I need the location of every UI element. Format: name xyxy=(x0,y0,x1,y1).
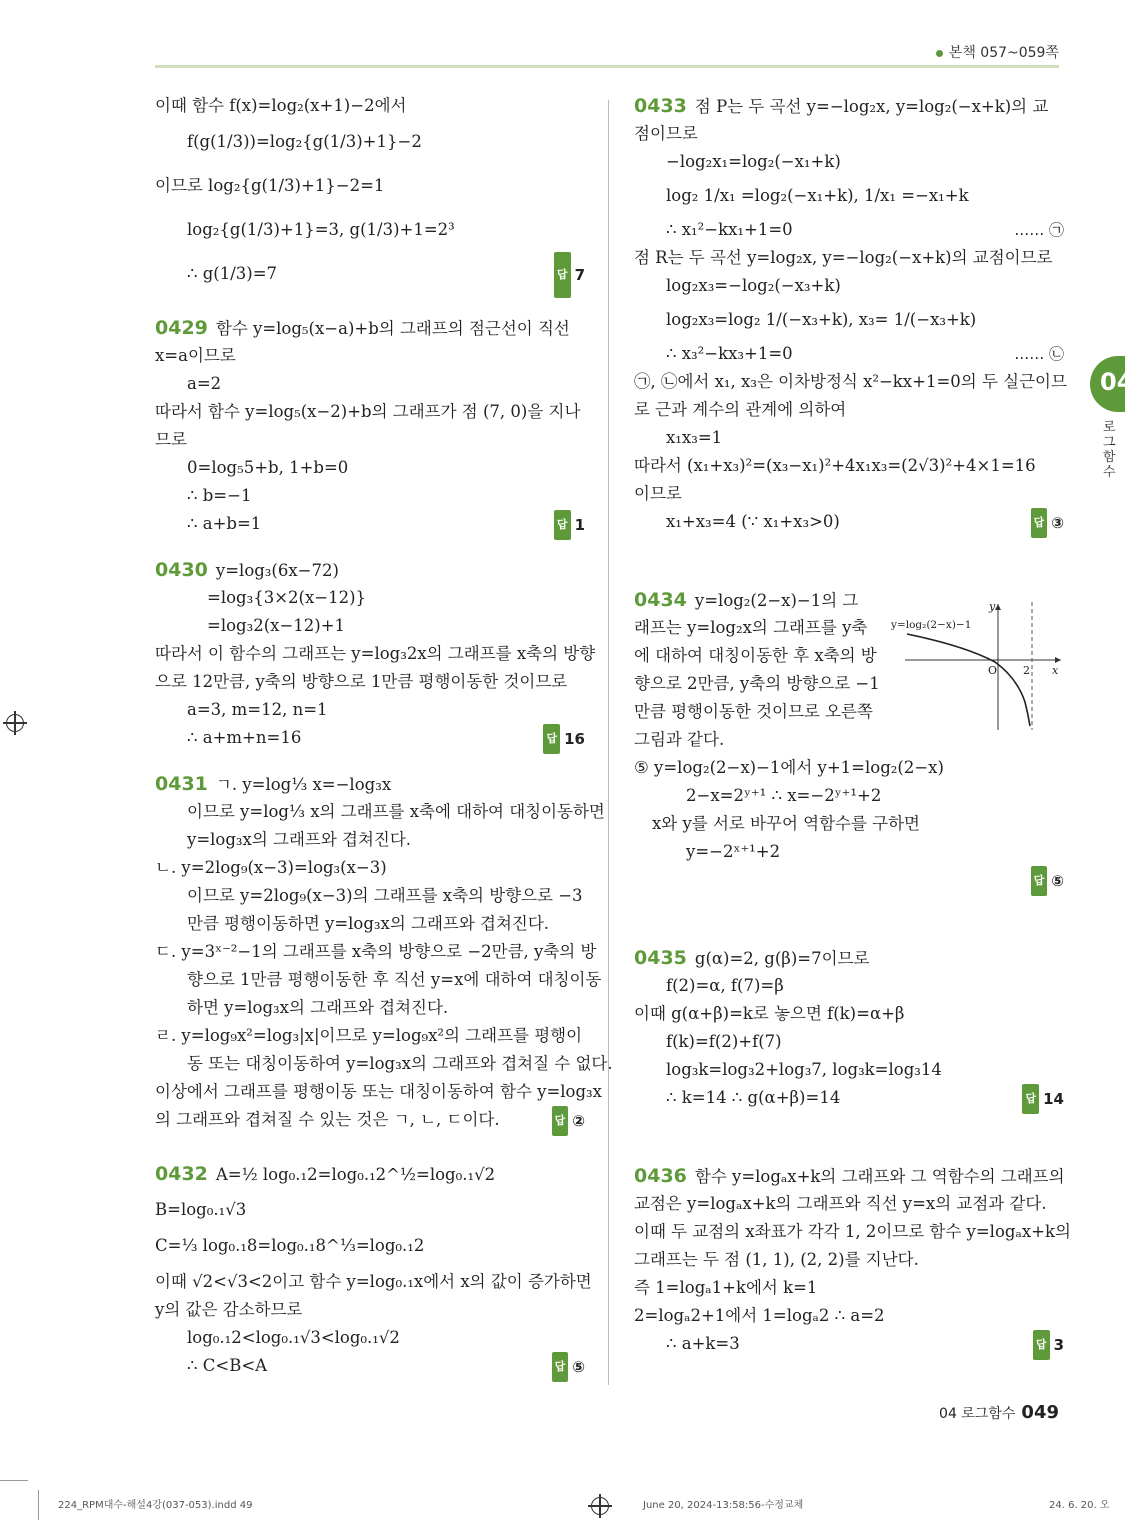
text-line: 따라서 함수 y=log₅(x−2)+b의 그래프가 점 (7, 0)을 지나 xyxy=(155,402,581,421)
text-line: B=log₀.₁√3 xyxy=(155,1200,247,1219)
answer: 답 1 xyxy=(554,510,585,540)
y-axis-arrow-icon xyxy=(995,604,1001,610)
text-line: 로 근과 계수의 관계에 의하여 xyxy=(634,400,847,419)
problem-number: 0431 xyxy=(155,773,208,795)
column-divider xyxy=(608,100,609,1385)
problem-0430: 0430 y=log₃(6x−72) xyxy=(155,559,339,581)
crop-mark xyxy=(0,1480,28,1481)
text-line: 점 R는 두 곡선 y=log₂x, y=−log₂(−x+k)의 교점이므로 xyxy=(634,248,1053,267)
problem-number: 0433 xyxy=(634,95,687,117)
page-footer: 04 로그함수 049 xyxy=(939,1402,1059,1423)
y-axis-label: y xyxy=(989,600,996,613)
answer: 답 3 xyxy=(1033,1330,1064,1360)
problem-number: 0435 xyxy=(634,947,687,969)
answer-badge: 답 xyxy=(1031,508,1048,538)
text-line: 의 그래프와 겹쳐질 수 있는 것은 ㄱ, ㄴ, ㄷ이다. 답 ② xyxy=(155,1106,585,1134)
answer-badge: 답 xyxy=(543,724,560,754)
equation-mark: …… ㉠ xyxy=(1014,221,1064,239)
text-line: f(2)=α, f(7)=β xyxy=(666,976,784,995)
origin-label: O xyxy=(988,664,998,677)
x-axis-label: x xyxy=(1052,664,1059,677)
answer: 답 7 xyxy=(554,252,585,298)
equation-mark: …… ㉡ xyxy=(1014,345,1064,363)
text-line: y의 값은 감소하므로 xyxy=(155,1300,303,1319)
answer: 답 14 xyxy=(1022,1084,1064,1114)
problem-number: 0434 xyxy=(634,589,687,611)
text-line: log₂x₃=−log₂(−x₃+k) xyxy=(666,276,841,295)
text-line: =log₃2(x−12)+1 xyxy=(207,616,346,635)
text-line: f(g(1/3))=log₂{g(1/3)+1}−2 xyxy=(187,132,422,151)
text-line: ∴ x₃²−kx₃+1=0 …… ㉡ xyxy=(634,340,1064,368)
answer: 답 ③ xyxy=(1031,508,1064,538)
problem-0434: 0434 y=log₂(2−x)−1의 그 xyxy=(634,589,859,611)
text-line: ∴ a+k=3 답 3 xyxy=(634,1330,1064,1358)
problem-number: 0429 xyxy=(155,317,208,339)
text-line: 점이므로 xyxy=(634,124,698,143)
text-line: ∴ C<B<A 답 ⑤ xyxy=(155,1352,585,1380)
tick-label-2: 2 xyxy=(1023,664,1030,677)
text-line: a=3, m=12, n=1 xyxy=(187,700,328,719)
answer: 답 ② xyxy=(552,1106,585,1136)
answer-badge: 답 xyxy=(1031,866,1048,896)
text-line: 그림과 같다. xyxy=(634,730,725,749)
text-line: 따라서 이 함수의 그래프는 y=log₃2x의 그래프를 x축의 방향 xyxy=(155,644,596,663)
text-line: ∴ g(1/3)=7 답 7 xyxy=(155,252,585,296)
crop-mark xyxy=(38,1490,39,1520)
text-line: ∴ a+b=1 답 1 xyxy=(155,510,585,538)
text-line: 2=logₐ2+1에서 1=logₐ2 ∴ a=2 xyxy=(634,1306,885,1325)
text-line: 이때 두 교점의 x좌표가 각각 1, 2이므로 함수 y=logₐx+k의 xyxy=(634,1222,1071,1241)
text-line: a=2 xyxy=(187,374,222,393)
text-line: 이상에서 그래프를 평행이동 또는 대칭이동하여 함수 y=log₃x xyxy=(155,1082,602,1101)
text-line: 향으로 2만큼, y축의 방향으로 −1 xyxy=(634,674,880,693)
text-line: ⑤ y=log₂(2−x)−1에서 y+1=log₂(2−x) xyxy=(634,758,944,777)
print-timestamp: June 20, 2024-13:58:56-수정교체 xyxy=(643,1500,804,1511)
text-line: ∴ k=14 ∴ g(α+β)=14 답 14 xyxy=(634,1084,1064,1112)
text-line: =log₃{3×2(x−12)} xyxy=(207,588,367,607)
text-line: 이때 g(α+β)=k로 놓으면 f(k)=α+β xyxy=(634,1004,905,1023)
header-rule xyxy=(155,65,1059,68)
text-line: 래프는 y=log₂x의 그래프를 y축 xyxy=(634,618,868,637)
text-line: x₁+x₃=4 (∵ x₁+x₃>0) 답 ③ xyxy=(634,508,1064,536)
problem-0432: 0432 A=½ log₀.₁2=log₀.₁2^½=log₀.₁√2 xyxy=(155,1163,496,1185)
text-line: 하면 y=log₃x의 그래프와 겹쳐진다. xyxy=(187,998,449,1017)
text-line: 0=log₅5+b, 1+b=0 xyxy=(187,458,349,477)
text-line: ㄴ. y=2log₉(x−3)=log₃(x−3) xyxy=(155,858,387,877)
x-axis-arrow-icon xyxy=(1055,657,1061,663)
chapter-side-label: 로그함수 xyxy=(1103,420,1116,480)
text-line: 으로 12만큼, y축의 방향으로 1만큼 평행이동한 것이므로 xyxy=(155,672,568,691)
text-line: ∴ a+m+n=16 답 16 xyxy=(155,724,585,752)
text-line: C=⅓ log₀.₁8=log₀.₁8^⅓=log₀.₁2 xyxy=(155,1236,425,1255)
print-filename: 224_RPM대수-해설4강(037-053).indd 49 xyxy=(58,1500,253,1511)
text-line: log₀.₁2<log₀.₁√3<log₀.₁√2 xyxy=(187,1328,400,1347)
answer: 답 ⑤ xyxy=(552,1352,585,1382)
text-line: log₂x₃=log₂ 1/(−x₃+k), x₃= 1/(−x₃+k) xyxy=(666,310,977,329)
left-column xyxy=(155,92,613,1380)
text-line: f(k)=f(2)+f(7) xyxy=(666,1032,782,1051)
problem-number: 0430 xyxy=(155,559,208,581)
text-line: ㄷ. y=3ˣ⁻²−1의 그래프를 x축의 방향으로 −2만큼, y축의 방 xyxy=(155,942,597,961)
text-line: 이때 함수 f(x)=log₂(x+1)−2에서 xyxy=(155,96,407,115)
log-graph-figure xyxy=(885,598,1065,738)
problem-0435: 0435 g(α)=2, g(β)=7이므로 xyxy=(634,947,870,969)
answer-badge: 답 xyxy=(552,1106,569,1136)
text-line: ∴ b=−1 xyxy=(187,486,252,505)
problem-0429: 0429 함수 y=log₅(x−a)+b의 그래프의 점근선이 직선 xyxy=(155,317,570,339)
problem-0436: 0436 함수 y=logₐx+k의 그래프와 그 역함수의 그래프의 xyxy=(634,1165,1065,1187)
answer-badge: 답 xyxy=(552,1352,569,1382)
text-line: 이므로 log₂{g(1/3)+1}−2=1 xyxy=(155,176,385,195)
text-line: 즉 1=logₐ1+k에서 k=1 xyxy=(634,1278,818,1297)
answer-badge: 답 xyxy=(554,252,571,298)
text-line: 향으로 1만큼 평행이동한 후 직선 y=x에 대하여 대칭이동 xyxy=(187,970,602,989)
text-line: x=a이므로 xyxy=(155,346,236,365)
answer-badge: 답 xyxy=(554,510,571,540)
text-line: log₂{g(1/3)+1}=3, g(1/3)+1=2³ xyxy=(187,220,455,239)
text-line: 교점은 y=logₐx+k의 그래프와 직선 y=x의 교점과 같다. xyxy=(634,1194,1047,1213)
answer: 답 ⑤ xyxy=(1031,866,1064,896)
text-line: 동 또는 대칭이동하여 y=log₃x의 그래프와 겹쳐질 수 없다. xyxy=(187,1054,613,1073)
text-line: x와 y를 서로 바꾸어 역함수를 구하면 xyxy=(652,814,920,833)
text-line: −log₂x₁=log₂(−x₁+k) xyxy=(666,152,841,171)
text-line: 므로 xyxy=(155,430,187,449)
text-line: 이때 √2<√3<2이고 함수 y=log₀.₁x에서 x의 값이 증가하면 xyxy=(155,1272,592,1291)
registration-mark-icon xyxy=(6,714,24,732)
log-curve xyxy=(907,634,1030,726)
text-line: 그래프는 두 점 (1, 1), (2, 2)를 지난다. xyxy=(634,1250,919,1269)
text-line: 이므로 y=log⅓ x의 그래프를 x축에 대하여 대칭이동하면 xyxy=(187,802,605,821)
text-line: 2−x=2ʸ⁺¹ ∴ x=−2ʸ⁺¹+2 xyxy=(686,786,882,805)
problem-number: 0436 xyxy=(634,1165,687,1187)
bullet-dot-icon xyxy=(936,50,943,57)
answer-badge: 답 xyxy=(1033,1330,1050,1360)
problem-number: 0432 xyxy=(155,1163,208,1185)
text-line: y=−2ˣ⁺¹+2 xyxy=(686,842,781,861)
problem-0433: 0433 점 P는 두 곡선 y=−log₂x, y=log₂(−x+k)의 교 xyxy=(634,95,1049,117)
problem-0431: 0431 ㄱ. y=log⅓ x=−log₃x xyxy=(155,773,392,795)
registration-mark-icon xyxy=(591,1497,609,1515)
text-line: 이므로 xyxy=(634,484,682,503)
text-line: 따라서 (x₁+x₃)²=(x₃−x₁)²+4x₁x₃=(2√3)²+4×1=16 xyxy=(634,456,1036,475)
text-line: 이므로 y=2log₉(x−3)의 그래프를 x축의 방향으로 −3 xyxy=(187,886,583,905)
text-line: 에 대하여 대칭이동한 후 x축의 방 xyxy=(634,646,877,665)
text-line: y=log₃x의 그래프와 겹쳐진다. xyxy=(187,830,412,849)
chapter-tab: 04 xyxy=(1090,356,1125,412)
text-line: log₃k=log₃2+log₃7, log₃k=log₃14 xyxy=(666,1060,942,1079)
answer-badge: 답 xyxy=(1022,1084,1039,1114)
text-line: log₂ 1/x₁ =log₂(−x₁+k), 1/x₁ =−x₁+k xyxy=(666,186,969,205)
answer-line xyxy=(634,866,1064,894)
text-line: 만큼 평행이동한 것이므로 오른쪽 xyxy=(634,702,873,721)
text-line: 만큼 평행이동하면 y=log₃x의 그래프와 겹쳐진다. xyxy=(187,914,550,933)
print-date: 24. 6. 20. 오 xyxy=(1049,1500,1110,1511)
graph-svg xyxy=(885,598,1065,738)
answer: 답 16 xyxy=(543,724,585,754)
section-tag: 본책 057~059쪽 xyxy=(936,42,1059,62)
text-line: ㉠, ㉡에서 x₁, x₃은 이차방정식 x²−kx+1=0의 두 실근이므 xyxy=(634,372,1067,391)
curve-label: y=log₂(2−x)−1 xyxy=(891,619,972,631)
text-line: ㄹ. y=log₉x²=log₃|x|이므로 y=log₉x²의 그래프를 평행이 xyxy=(155,1026,583,1045)
text-line: x₁x₃=1 xyxy=(666,428,723,447)
text-line: ∴ x₁²−kx₁+1=0 …… ㉠ xyxy=(634,216,1064,244)
page-number: 049 xyxy=(1021,1402,1059,1423)
